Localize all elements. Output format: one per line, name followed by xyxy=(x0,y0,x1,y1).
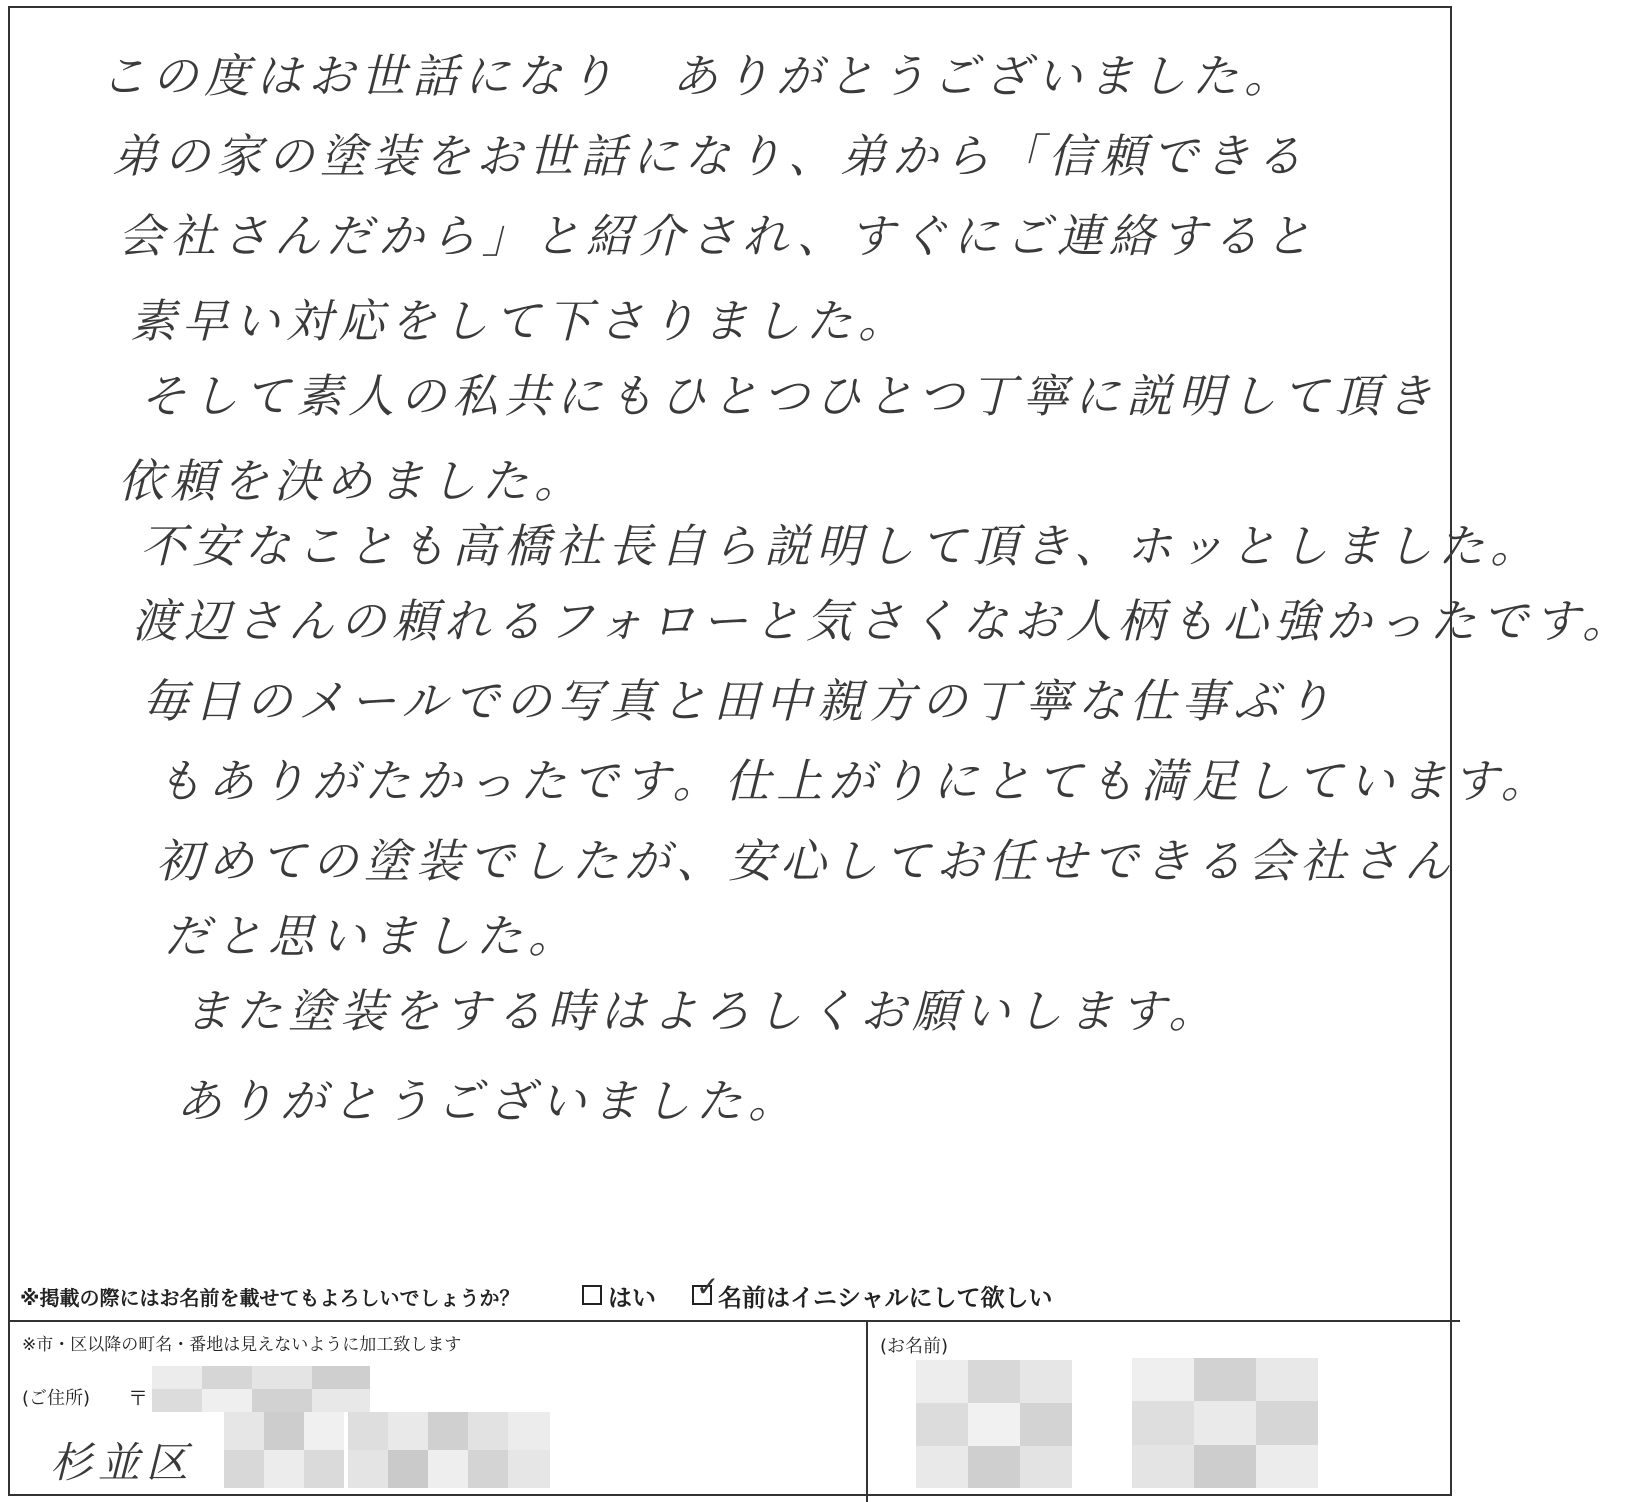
divider-vertical xyxy=(866,1320,868,1502)
letter-line: 初めての塗装でしたが、安心してお任せできる会社さん xyxy=(156,834,1456,888)
consent-question: ※掲載の際にはお名前を載せてもよろしいでしょうか？ xyxy=(20,1286,520,1310)
yes-label: はい xyxy=(608,1283,656,1312)
letter-line: もありがたかったです。仕上がりにとても満足しています。 xyxy=(156,754,1553,808)
name-label: (お名前) xyxy=(880,1336,949,1357)
consent-option-yes[interactable] xyxy=(582,1278,656,1312)
address-ward-handwritten: 杉並区 xyxy=(50,1438,195,1487)
initial-label: 名前はイニシャルにして欲しい xyxy=(718,1283,1053,1312)
letter-line: 渡辺さんの頼れるフォローと気さくなお人柄も心強かったです。 xyxy=(132,594,1634,648)
letter-line: 毎日のメールでの写真と田中親方の丁寧な仕事ぶり xyxy=(142,674,1338,728)
letter-line: また塗装をする時はよろしくお願いします。 xyxy=(184,984,1221,1038)
postal-code-mosaic xyxy=(152,1366,370,1412)
letter-line: そして素人の私共にもひとつひとつ丁寧に説明して頂き xyxy=(140,369,1439,423)
letter-line: 会社さんだから」と紹介され、すぐにご連絡すると xyxy=(118,209,1317,263)
name-mosaic-left xyxy=(916,1360,1072,1488)
letter-line: 素早い対応をして下さりました。 xyxy=(130,294,910,348)
initial-checkbox[interactable] xyxy=(692,1270,720,1305)
address-label: (ご住所) xyxy=(22,1388,91,1409)
letter-line: ありがとうございました。 xyxy=(176,1074,800,1128)
letter-line: 不安なことも高橋社長自ら説明して頂き、ホッとしました。 xyxy=(140,519,1543,573)
consent-row xyxy=(20,1270,1420,1318)
letter-line: 弟の家の塗装をお世話になり、弟から「信頼できる xyxy=(112,129,1308,183)
letter-line: この度はお世話になり ありがとうございました。 xyxy=(100,49,1296,103)
consent-option-initial[interactable] xyxy=(692,1270,1053,1312)
letter-line: だと思いました。 xyxy=(164,909,580,963)
postal-mark-icon: 〒 xyxy=(128,1386,148,1410)
check-mark-icon: ✓ xyxy=(696,1270,720,1303)
letter-line: 依頼を決めました。 xyxy=(118,454,586,508)
name-mosaic-right xyxy=(1132,1358,1318,1488)
address-mosaic xyxy=(224,1412,550,1488)
yes-checkbox[interactable] xyxy=(582,1285,602,1305)
address-privacy-note: ※市・区以降の町名・番地は見えないように加工致します xyxy=(22,1335,462,1355)
divider-horizontal xyxy=(8,1320,1460,1322)
